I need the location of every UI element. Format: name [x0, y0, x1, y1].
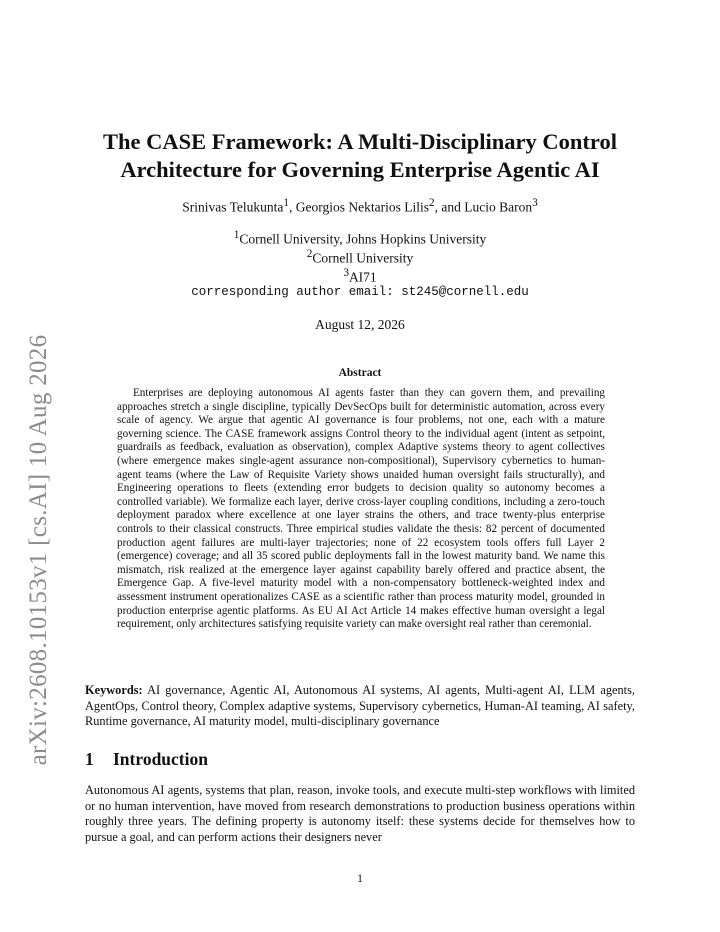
- section-heading: [85, 749, 208, 770]
- keywords-list: AI governance, Agentic AI, Autonomous AI systems, AI agents, Multi-agent AI, LLM agents, AgentOps, Control theory, Complex adaptive systems, Supervisory cybernetics, Human-AI teaming, AI safety, Runtime governance, AI maturity model, multi-disciplinary governance: [85, 683, 635, 728]
- paper-title: [85, 128, 635, 184]
- section-title: Introduction: [113, 749, 208, 769]
- arxiv-identifier: arXiv:2608.10153v1 [cs.AI] 10 Aug 2026: [25, 334, 52, 766]
- author-name: Georgios Nektarios Lilis: [295, 199, 430, 215]
- publication-date: August 12, 2026: [315, 317, 405, 332]
- introduction-paragraph: Autonomous AI agents, systems that plan, reason, invoke tools, and execute multi-step workflows with limited or no human intervention, have moved from research demonstrations to production business operations within roughly three years. The defining property is autonomy itself: these systems decide for themselves how to pursue a goal, and can perform actions their designers never: [85, 783, 635, 844]
- arxiv-identifier-stamp: [24, 334, 54, 766]
- affiliation-name: Cornell University: [312, 250, 414, 266]
- paper-title-line-2: Architecture for Governing Enterprise Agentic AI: [120, 157, 600, 182]
- section-number: 1: [85, 749, 94, 769]
- affiliation-name: AI71: [348, 269, 377, 285]
- affiliation: [85, 266, 635, 285]
- author-affiliation-mark: 3: [532, 197, 538, 209]
- affiliation-mark: 3: [343, 267, 349, 279]
- affiliation: [85, 247, 635, 266]
- affiliation-name: Cornell University, Johns Hopkins University: [239, 231, 487, 247]
- affiliation: [85, 228, 635, 247]
- author-list: [85, 197, 635, 216]
- author-affiliation-mark: 1: [283, 197, 290, 209]
- keywords-paragraph: [85, 683, 635, 730]
- author-name: Lucio Baron: [464, 199, 533, 215]
- author-separator: ,: [289, 199, 296, 215]
- affiliation-list: [85, 228, 635, 301]
- author-affiliation-mark: 2: [429, 197, 435, 209]
- author-name: Srinivas Telukunta: [182, 199, 284, 215]
- author-separator: , and: [434, 199, 465, 215]
- keywords-label: Keywords:: [85, 683, 143, 697]
- page-number: 1: [357, 871, 363, 885]
- corresponding-email: corresponding author email: st245@cornell.edu: [191, 285, 529, 299]
- affiliation-mark: 2: [306, 248, 313, 260]
- abstract-body: Enterprises are deploying autonomous AI agents faster than they can govern them, and prevailing approaches stretch a single discipline, typically DevSecOps built for deterministic automation, across every scale of agency. We argue that agentic AI governance is four problems, not one, each with a mature governing science. The CASE framework assigns Control theory to the individual agent (intent as setpoint, guardrails as feedback, evaluation as observation), complex Adaptive systems theory to agent collectives (where emergence makes single-agent assurance non-compositional), Supervisory cybernetics to human-agent teams (where the Law of Requisite Variety shows unaided human oversight fails structurally), and Engineering operations to fleets (extending error budgets to decision quality so autonomy becomes a controlled variable). We formalize each layer, derive cross-layer coupling conditions, including a zero-touch deployment paradox where excellence at one layer strains the others, and trace twenty-plus enterprise controls to their classical constructs. Three empirical studies validate the thesis: 82 percent of documented production agent failures are multi-layer trajectories; none of 22 ecosystem tools offers full Layer 2 (emergence) coverage; and all 35 scored public deployments fall in the lowest maturity band. We name this mismatch, risk realized at the emergence layer against capability barely offered and practice absent, the Emergence Gap. A five-level maturity model with a non-compensatory bottleneck-weighted index and assessment instrument operationalizes CASE as a scientific rather than process maturity model, grounded in production enterprise agentic platforms. As EU AI Act Article 14 makes effective human oversight a legal requirement, only architectures satisfying requisite variety can make oversight real rather than ceremonial.: [117, 387, 605, 631]
- paper-title-line-1: The CASE Framework: A Multi-Disciplinary Control: [103, 129, 617, 154]
- affiliation-mark: 1: [233, 229, 240, 241]
- abstract-heading: Abstract: [338, 367, 382, 379]
